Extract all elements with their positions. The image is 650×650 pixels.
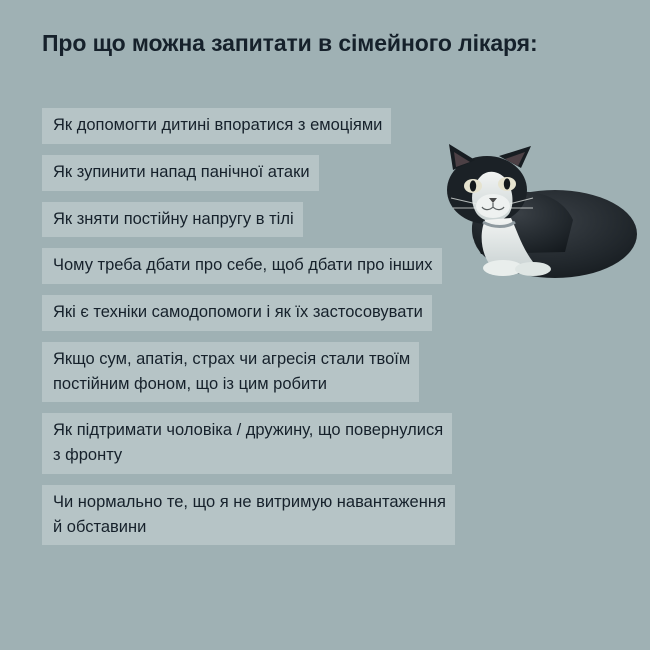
list-item — [42, 155, 608, 202]
list-item-text: Як зупинити напад панічної атаки — [42, 155, 319, 191]
list-item-line: з фронту — [53, 446, 123, 464]
page-title: Про що можна запитати в сімейного лікаря: — [42, 30, 538, 56]
list-item — [42, 295, 608, 342]
list-item-text: Чому треба дбати про себе, щоб дбати про інших — [42, 248, 442, 284]
list-item-text — [42, 342, 419, 403]
list-item-line: Якщо сум, апатія, страх чи агресія стали твоїм — [53, 349, 411, 368]
list-item-text — [42, 485, 455, 546]
list-item — [42, 413, 608, 485]
list-item-text: Які є техніки самодопомоги і як їх застосовувати — [42, 295, 432, 331]
list-item — [42, 485, 608, 557]
list-item-line: Чи нормально те, що я не витримую навантаження — [53, 492, 446, 511]
question-list — [42, 108, 608, 556]
list-item — [42, 108, 608, 155]
list-item-text: Як допомогти дитині впоратися з емоціями — [42, 108, 391, 144]
list-item-line: й обставини — [53, 517, 147, 536]
list-item-line: Як підтримати чоловіка / дружину, що повернулися — [53, 421, 444, 440]
list-item — [42, 248, 608, 295]
list-item — [42, 202, 608, 249]
list-item-text — [42, 413, 452, 474]
list-item — [42, 342, 608, 414]
list-item-line: постійним фоном, що із цим робити — [53, 374, 327, 393]
list-item-text: Як зняти постійну напругу в тілі — [42, 202, 303, 238]
